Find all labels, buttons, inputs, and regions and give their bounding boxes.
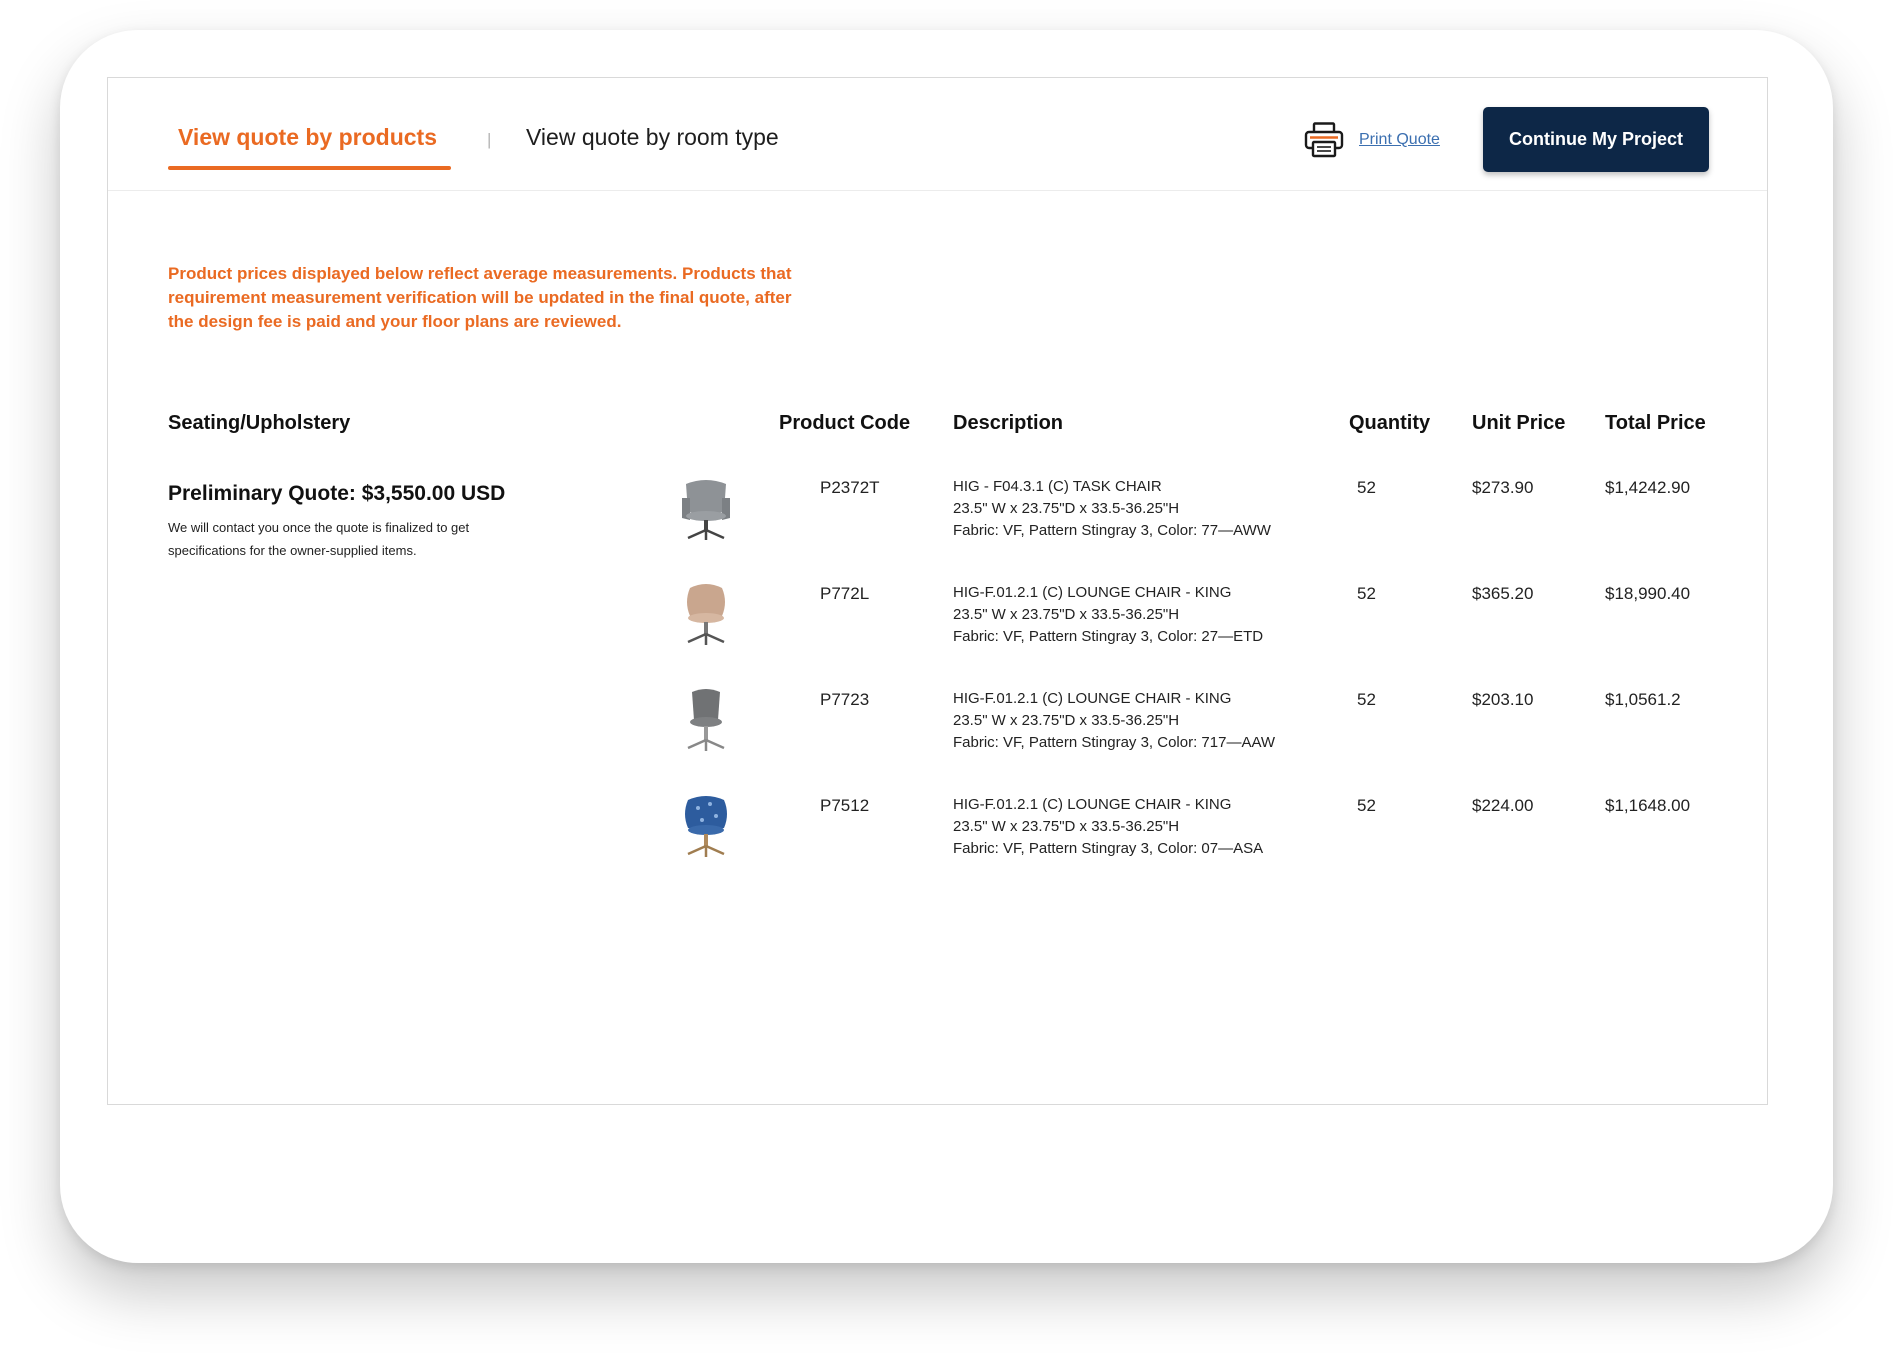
quantity: 52 (1357, 690, 1376, 709)
description-fabric: Fabric: VF, Pattern Stingray 3, Color: 717—AAW (953, 734, 1276, 751)
column-header-total-price: Total Price (1605, 412, 1706, 434)
unit-price: $224.00 (1472, 796, 1534, 815)
product-code: P772L (820, 584, 870, 603)
unit-price: $273.90 (1472, 478, 1534, 497)
table-row (108, 688, 1767, 788)
column-header-description: Description (953, 412, 1064, 434)
description-fabric: Fabric: VF, Pattern Stingray 3, Color: 07—ASA (953, 840, 1264, 857)
tab-view-by-room-type[interactable]: View quote by room type (526, 124, 779, 150)
description-name: HIG-F.01.2.1 (C) LOUNGE CHAIR - KING (953, 796, 1232, 813)
continue-my-project-button[interactable]: Continue My Project (1483, 107, 1709, 172)
total-price: $1,0561.2 (1605, 690, 1681, 709)
top-bar (108, 78, 1767, 191)
active-tab-indicator (168, 166, 451, 170)
total-price: $1,1648.00 (1605, 796, 1691, 815)
table-row (108, 794, 1767, 894)
printer-icon[interactable] (1304, 122, 1344, 158)
product-description (953, 688, 1275, 754)
pricing-notice: Product prices displayed below reflect average measurements. Products that requirement measurement verification will be updated in the final quote, after the design fee is paid and your floor plans are reviewed. (168, 264, 792, 331)
description-dimensions: 23.5" W x 23.75"D x 33.5-36.25"H (953, 500, 1180, 517)
unit-price: $203.10 (1472, 690, 1534, 709)
task-chair-thumbnail-icon (676, 476, 736, 542)
preliminary-quote-total: Preliminary Quote: $3,550.00 USD (168, 482, 506, 505)
total-price: $1,4242.90 (1605, 478, 1691, 497)
table-row (108, 582, 1767, 682)
section-title-seating: Seating/Upholstery (168, 412, 351, 434)
description-name: HIG - F04.3.1 (C) TASK CHAIR (953, 478, 1162, 495)
product-code: P7723 (820, 690, 870, 709)
quantity: 52 (1357, 478, 1376, 497)
description-fabric: Fabric: VF, Pattern Stingray 3, Color: 27—ETD (953, 628, 1264, 645)
description-dimensions: 23.5" W x 23.75"D x 33.5-36.25"H (953, 818, 1180, 835)
description-name: HIG-F.01.2.1 (C) LOUNGE CHAIR - KING (953, 584, 1232, 601)
table-row (108, 476, 1767, 576)
description-fabric: Fabric: VF, Pattern Stingray 3, Color: 77—AWW (953, 522, 1271, 539)
preliminary-quote-note: We will contact you once the quote is finalized to get specifications for the owner-supplied items. (168, 520, 470, 558)
unit-price: $365.20 (1472, 584, 1534, 603)
tab-view-by-products[interactable]: View quote by products (178, 124, 437, 150)
column-header-product-code: Product Code (779, 412, 911, 434)
lounge-chair-thumbnail-icon (676, 688, 736, 754)
description-name: HIG-F.01.2.1 (C) LOUNGE CHAIR - KING (953, 690, 1232, 707)
lounge-chair-thumbnail-icon (676, 794, 736, 860)
product-code: P7512 (820, 796, 870, 815)
product-description (953, 582, 1263, 648)
product-description (953, 794, 1263, 860)
print-quote-link[interactable]: Print Quote (1359, 131, 1440, 148)
quantity: 52 (1357, 796, 1376, 815)
description-dimensions: 23.5" W x 23.75"D x 33.5-36.25"H (953, 712, 1180, 729)
quantity: 52 (1357, 584, 1376, 603)
product-code: P2372T (820, 478, 880, 497)
description-dimensions: 23.5" W x 23.75"D x 33.5-36.25"H (953, 606, 1180, 623)
lounge-chair-thumbnail-icon (676, 582, 736, 648)
total-price: $18,990.40 (1605, 584, 1691, 603)
product-description (953, 476, 1271, 542)
column-header-unit-price: Unit Price (1472, 412, 1566, 434)
column-header-quantity: Quantity (1349, 412, 1431, 434)
tab-divider: | (487, 130, 492, 149)
quote-screen (107, 77, 1768, 1105)
